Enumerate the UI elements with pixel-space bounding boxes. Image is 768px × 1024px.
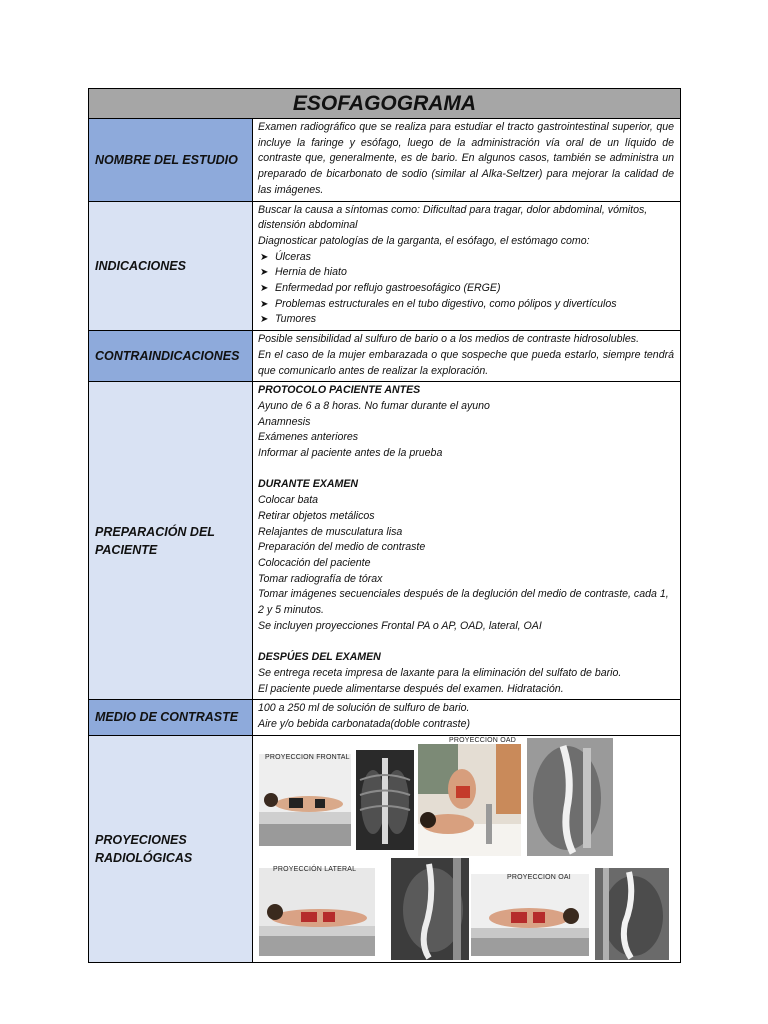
preparacion-content bbox=[253, 382, 681, 700]
oad-patient-photo bbox=[418, 744, 521, 856]
nombre-label: NOMBRE DEL ESTUDIO bbox=[95, 152, 238, 167]
arrow-bullet-icon: ➤ bbox=[260, 314, 269, 326]
despues-item: El paciente puede alimentarse después del examen. Hidratación. bbox=[258, 682, 564, 695]
document-title-cell bbox=[89, 89, 681, 119]
oai-patient-photo bbox=[471, 874, 589, 956]
row-label-proyecciones bbox=[89, 735, 253, 962]
durante-item: Se incluyen proyecciones Frontal PA o AP, OAD, lateral, OAI bbox=[258, 619, 542, 632]
oai-xray-image bbox=[595, 868, 669, 960]
durante-item: Retirar objetos metálicos bbox=[258, 509, 375, 522]
arrow-bullet-icon: ➤ bbox=[260, 267, 269, 279]
contraindicaciones-line2: En el caso de la mujer embarazada o que sospeche que pueda estarlo, siempre tendrá que comunicarlo antes de realizar la exploración. bbox=[258, 348, 674, 377]
indicaciones-intro2: Diagnosticar patologías de la garganta, el esófago, el estómago como: bbox=[258, 234, 590, 247]
medio-item: Aire y/o bebida carbonatada(doble contraste) bbox=[258, 717, 471, 730]
durante-item: Preparación del medio de contraste bbox=[258, 541, 426, 554]
despues-heading: DESPÚES DEL EXAMEN bbox=[258, 651, 381, 664]
frontal-xray-image bbox=[356, 750, 414, 850]
row-label-nombre bbox=[89, 119, 253, 202]
durante-item: Colocar bata bbox=[258, 494, 319, 507]
medio-item: 100 a 250 ml de solución de sulfuro de bario. bbox=[258, 702, 470, 715]
nombre-description bbox=[253, 119, 681, 202]
indicaciones-bullet: ➤ Enfermedad por reflujo gastroesofágico (ERGE) bbox=[258, 281, 674, 297]
medio-label: MEDIO DE CONTRASTE bbox=[95, 710, 239, 725]
antes-heading: PROTOCOLO PACIENTE ANTES bbox=[258, 384, 421, 397]
antes-item: Anamnesis bbox=[258, 415, 311, 428]
esofagograma-table bbox=[88, 88, 681, 963]
caption-oad: PROYECCION OAD bbox=[449, 736, 516, 744]
durante-item: Colocación del paciente bbox=[258, 556, 371, 569]
proyecciones-label: PROYECIONES RADIOLÓGICAS bbox=[95, 832, 193, 865]
lateral-xray-image bbox=[391, 858, 469, 960]
caption-lateral: PROYECCIÓN LATERAL bbox=[273, 865, 357, 873]
row-label-medio bbox=[89, 700, 253, 735]
indicaciones-content bbox=[253, 201, 681, 331]
preparacion-label: PREPARACIÓN DEL PACIENTE bbox=[95, 524, 215, 557]
caption-oai: PROYECCION OAI bbox=[507, 873, 571, 881]
antes-item: Ayuno de 6 a 8 horas. No fumar durante el ayuno bbox=[258, 399, 490, 412]
despues-item: Se entrega receta impresa de laxante para la eliminación del sulfato de bario. bbox=[258, 666, 622, 679]
contraindicaciones-content bbox=[253, 331, 681, 382]
caption-frontal: PROYECCION FRONTAL bbox=[265, 753, 350, 761]
contraindicaciones-label: CONTRAINDICACIONES bbox=[95, 349, 240, 364]
row-label-indicaciones bbox=[89, 201, 253, 331]
oad-xray-image bbox=[527, 738, 613, 856]
proyecciones-images bbox=[253, 735, 681, 962]
arrow-bullet-icon: ➤ bbox=[260, 283, 269, 295]
row-label-preparacion bbox=[89, 382, 253, 700]
nombre-text: Examen radiográfico que se realiza para estudiar el tracto gastrointestinal superior, que incluye la faringe y esófago, luego de la administración vía oral de un líquido de contraste que, generalmente, es de bario. En algunos casos, también se administra un preparado de bicarbonato de sodio (similar al Alka-Seltzer) para mejorar la calidad de las imágenes. bbox=[258, 121, 674, 196]
indicaciones-label: INDICACIONES bbox=[95, 258, 186, 273]
durante-item-long: Tomar imágenes secuenciales después de la deglución del medio de contraste, cada 1, 2 y 5 minutos. bbox=[258, 588, 669, 617]
indicaciones-bullet: ➤ Úlceras bbox=[258, 250, 674, 266]
frontal-patient-photo bbox=[259, 754, 351, 846]
durante-item: Tomar radiografía de tórax bbox=[258, 572, 383, 585]
arrow-bullet-icon: ➤ bbox=[260, 298, 269, 310]
antes-item: Exámenes anteriores bbox=[258, 431, 359, 444]
indicaciones-intro: Buscar la causa a síntomas como: Dificultad para tragar, dolor abdominal, vómitos, distensión abdominal bbox=[258, 203, 648, 232]
durante-item: Relajantes de musculatura lisa bbox=[258, 525, 403, 538]
document-title: ESOFAGOGRAMA bbox=[292, 92, 477, 115]
antes-item: Informar al paciente antes de la prueba bbox=[258, 447, 443, 460]
lateral-patient-photo bbox=[259, 865, 375, 956]
arrow-bullet-icon: ➤ bbox=[260, 251, 269, 263]
durante-heading: DURANTE EXAMEN bbox=[258, 478, 359, 491]
indicaciones-bullet: ➤ Tumores bbox=[258, 312, 674, 328]
contraindicaciones-line1: Posible sensibilidad al sulfuro de bario o a los medios de contraste hidrosolubles. bbox=[258, 333, 640, 346]
row-label-contraindicaciones bbox=[89, 331, 253, 382]
indicaciones-bullet: ➤ Hernia de hiato bbox=[258, 265, 674, 281]
indicaciones-bullet: ➤ Problemas estructurales en el tubo digestivo, como pólipos y divertículos bbox=[258, 297, 674, 313]
medio-content bbox=[253, 700, 681, 735]
